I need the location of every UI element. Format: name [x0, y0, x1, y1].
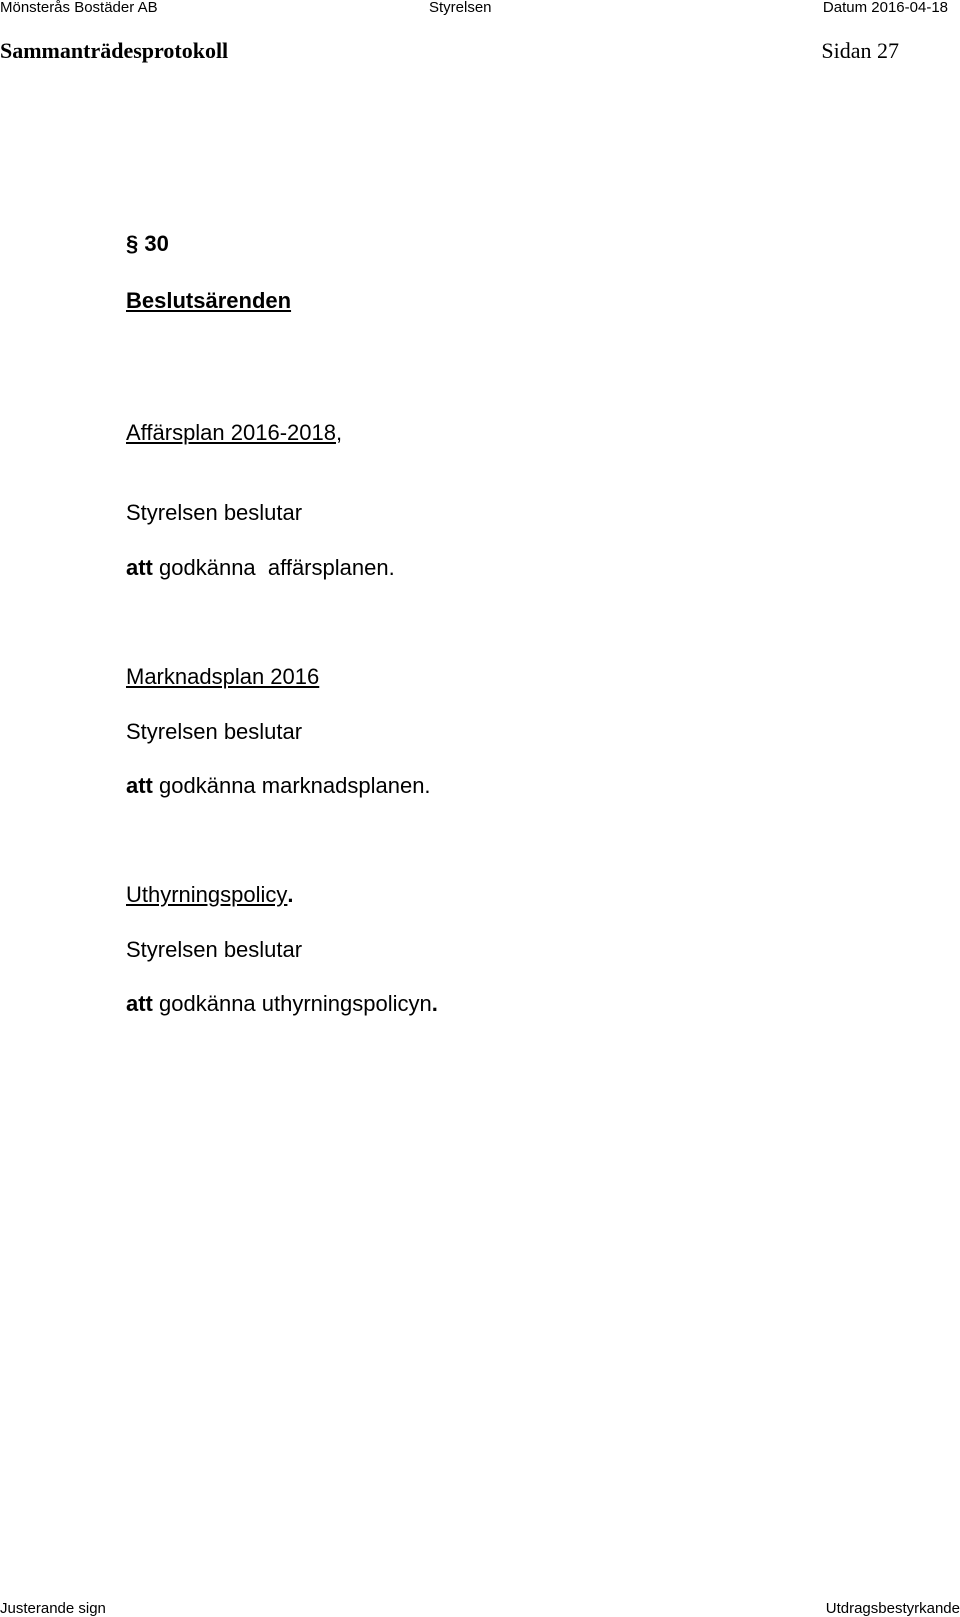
item-title-text: Marknadsplan 2016 — [126, 664, 320, 689]
decision-line — [126, 773, 431, 799]
footer-adjusting-signature: Justerande sign — [0, 1600, 106, 1617]
decision-text: godkänna marknadsplanen. — [159, 773, 431, 798]
decision-intro: Styrelsen beslutar — [126, 719, 303, 744]
att-keyword: att — [126, 773, 153, 798]
item-title-text: Uthyrningspolicy — [126, 882, 288, 907]
decision-text: godkänna uthyrningspolicyn — [159, 991, 432, 1016]
header-board: Styrelsen — [429, 0, 492, 16]
section-number — [126, 231, 169, 257]
decision-line — [126, 555, 395, 581]
header-date: Datum 2016-04-18 — [822, 0, 948, 16]
item-title-suffix: , — [335, 420, 343, 445]
decision-intro: Styrelsen beslutar — [126, 500, 303, 525]
footer-certification: Utdragsbestyrkande — [825, 1600, 960, 1617]
document-title: Sammanträdesprotokoll — [0, 38, 229, 63]
page-number: Sidan 27 — [821, 38, 899, 63]
decision-suffix: . — [431, 991, 438, 1016]
decision-line — [126, 991, 438, 1017]
att-keyword: att — [126, 555, 153, 580]
item-title-affarsplan — [126, 420, 342, 446]
item-title-uthyrningspolicy — [126, 882, 294, 908]
att-keyword: att — [126, 991, 153, 1016]
paragraph-symbol: § — [126, 231, 139, 256]
item-title-text: Affärsplan 2016-2018 — [126, 420, 336, 445]
item-title-marknadsplan — [126, 664, 319, 690]
decision-text: godkänna affärsplanen. — [159, 555, 395, 580]
decision-intro: Styrelsen beslutar — [126, 937, 303, 962]
item-title-suffix: . — [287, 882, 294, 907]
header-organization: Mönsterås Bostäder AB — [0, 0, 158, 16]
section-number-value: 30 — [144, 231, 169, 256]
section-title: Beslutsärenden — [126, 288, 292, 313]
